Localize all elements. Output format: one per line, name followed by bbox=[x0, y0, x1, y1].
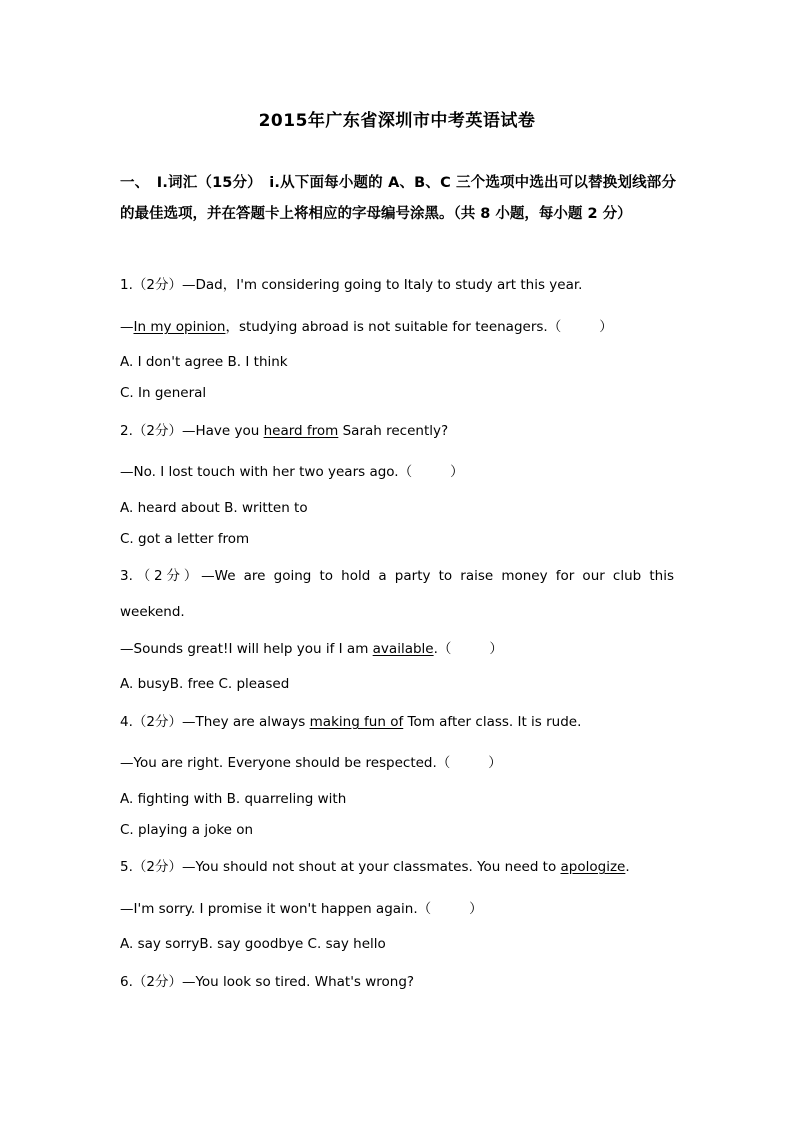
question-1-response bbox=[120, 317, 680, 337]
stem-text-end: Tom after class. It is rude. bbox=[403, 714, 582, 730]
question-1-options-ab: A. I don't agree B. I think bbox=[120, 354, 288, 370]
question-3-stem-line2: weekend. bbox=[120, 604, 185, 620]
stem-text-end: Sarah recently? bbox=[338, 423, 449, 439]
response-text: ，studying abroad is not suitable for teenagers.（ bbox=[225, 319, 562, 335]
question-4-options-ab: A. fighting with B. quarreling with bbox=[120, 791, 347, 807]
underlined-phrase: making fun of bbox=[309, 714, 404, 730]
stem-text: 5.（2分）—You should not shout at your classmates. You need to bbox=[120, 859, 561, 875]
response-text: —Sounds great!I will help you if I am bbox=[120, 641, 373, 657]
question-4-option-c: C. playing a joke on bbox=[120, 822, 254, 838]
question-2-options-ab: A. heard about B. written to bbox=[120, 500, 308, 516]
question-2-stem bbox=[120, 421, 680, 441]
paren-close: ） bbox=[489, 641, 503, 657]
underlined-phrase: apologize bbox=[560, 859, 626, 875]
paren-close: ） bbox=[599, 319, 613, 335]
paren-close: ） bbox=[450, 464, 464, 480]
underlined-phrase: heard from bbox=[263, 423, 339, 439]
response-text: —I'm sorry. I promise it won't happen again.（ bbox=[120, 901, 432, 917]
underlined-phrase: available bbox=[372, 641, 434, 657]
question-1-option-c: C. In general bbox=[120, 385, 207, 401]
question-5-response bbox=[120, 899, 680, 919]
section-instructions: 一、 Ⅰ.词汇（15分） ⅰ.从下面每小题的 A、B、C 三个选项中选出可以替换划线部分的最佳选项，并在答题卡上将相应的字母编号涂黑。（共 8 小题，每小题 2 分） bbox=[120, 175, 676, 222]
question-1-stem: 1.（2分）—Dad，I'm considering going to Italy to study art this year. bbox=[120, 277, 583, 293]
response-text: —No. I lost touch with her two years ago.（ bbox=[120, 464, 413, 480]
paren-close: ） bbox=[469, 901, 483, 917]
paren-close: ） bbox=[488, 755, 502, 771]
question-3-response bbox=[120, 639, 680, 659]
stem-text: 4.（2分）—They are always bbox=[120, 714, 310, 730]
question-2-option-c: C. got a letter from bbox=[120, 531, 250, 547]
question-3-options: A. busyB. free C. pleased bbox=[120, 676, 290, 692]
question-5-options: A. say sorryB. say goodbye C. say hello bbox=[120, 936, 386, 952]
stem-text-end: . bbox=[625, 859, 630, 875]
page-title: 2015年广东省深圳市中考英语试卷 bbox=[258, 111, 536, 131]
question-2-response bbox=[120, 462, 680, 482]
question-4-response bbox=[120, 753, 680, 773]
stem-text: 2.（2分）—Have you bbox=[120, 423, 264, 439]
response-text: —You are right. Everyone should be respected.（ bbox=[120, 755, 451, 771]
underlined-phrase: In my opinion bbox=[133, 319, 226, 335]
question-4-stem bbox=[120, 712, 680, 732]
question-6-stem: 6.（2分）—You look so tired. What's wrong? bbox=[120, 974, 415, 990]
question-5-stem bbox=[120, 857, 680, 877]
question-3-stem-line1: 3.（2分）—We are going to hold a party to raise money for our club this bbox=[120, 568, 674, 584]
response-dash: — bbox=[120, 319, 134, 335]
response-text-end: .（ bbox=[433, 641, 452, 657]
